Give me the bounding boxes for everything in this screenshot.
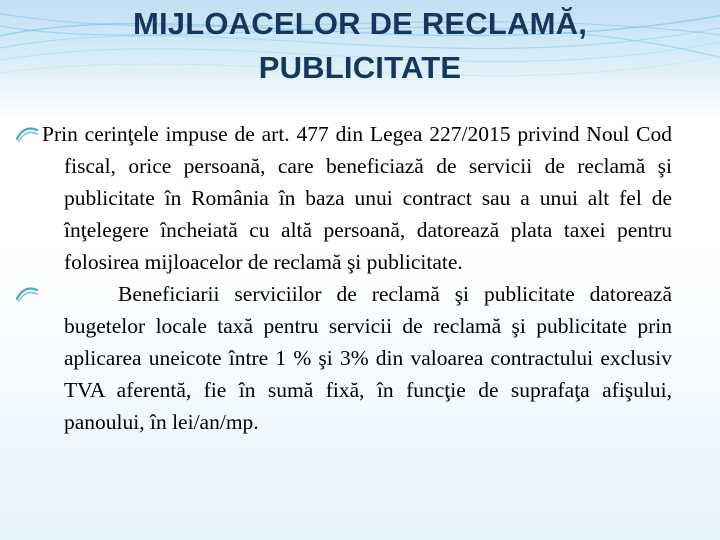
bullet-paragraph <box>16 118 672 278</box>
slide-title <box>90 2 630 90</box>
bullet-paragraph <box>16 278 672 438</box>
paragraph-text: privind Noul Cod fiscal, orice persoană, care beneficiază de servicii de reclamă şi publicitate în România în baza unui contract sau a unui alt fel de înţelegere încheiată cu altă persoană, datorează plata taxei pentru folosirea mijloacelor de reclamă şi publicitate. <box>64 122 672 274</box>
swoosh-bullet-icon <box>16 126 38 142</box>
paragraph-text: datorează bugetelor locale taxă pentru servicii de reclamă şi publicitate prin aplicarea uneicote între 1 % şi 3% din valoarea contractului exclusiv TVA aferentă, fie în sumă fixă, în funcţie de suprafaţa afişului, panoului, în lei/an/mp. <box>64 282 672 434</box>
title-line-2: PUBLICITATE <box>258 50 462 85</box>
slide-body <box>16 118 672 438</box>
paragraph-first-line: Beneficiarii serviciilor de reclamă şi publicitate <box>118 282 590 306</box>
title-line-1: MIJLOACELOR DE RECLAMĂ, <box>132 6 588 41</box>
swoosh-bullet-icon <box>16 286 38 302</box>
paragraph-first-line: Prin cerinţele impuse de art. 477 din Legea 227/2015 <box>42 122 518 146</box>
